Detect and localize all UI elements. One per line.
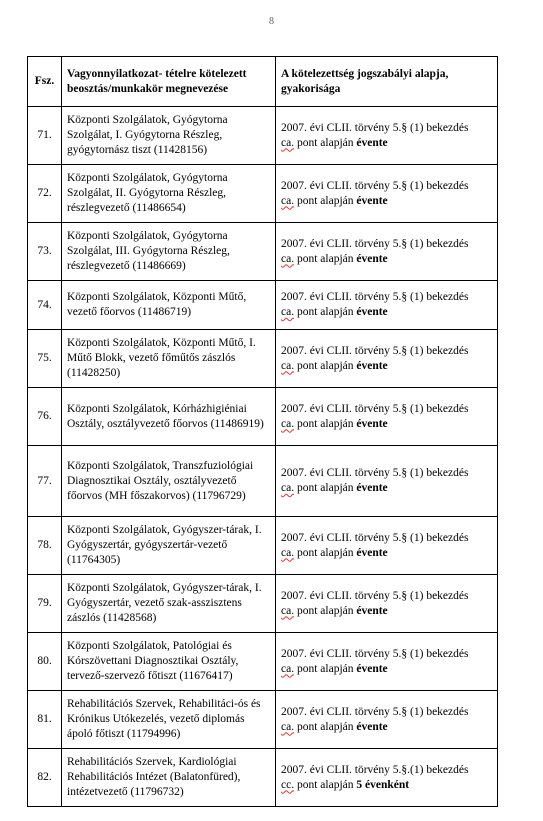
legal-reference: 2007. évi CLII. törvény 5.§ (1) bekezdés xyxy=(281,291,469,303)
point-label: ca. xyxy=(281,482,295,494)
frequency: évente xyxy=(356,417,388,430)
row-number: 76. xyxy=(28,388,62,446)
point-label: ca. xyxy=(281,306,295,318)
legal-reference: 2007. évi CLII. törvény 5.§.(1) bekezdés xyxy=(281,763,469,776)
position-name: Központi Szolgálatok, Központi Műtő, vezető főorvos (11486719) xyxy=(62,281,276,330)
position-name: Központi Szolgálatok, Gyógyszer-tárak, I. Gyógyszertár, gyógyszertár-vezető (11764305) xyxy=(62,517,276,575)
frequency: 5 évenként xyxy=(356,778,410,791)
table-row xyxy=(28,749,498,807)
frequency: évente xyxy=(356,252,388,265)
point-connector: pont alapján xyxy=(294,662,357,675)
frequency: évente xyxy=(356,359,388,372)
point-label: ca. xyxy=(281,252,295,265)
legal-basis xyxy=(276,446,498,517)
position-name: Központi Szolgálatok, Gyógytorna Szolgálat, II. Gyógytorna Részleg, részlegvezető (11486654) xyxy=(62,165,276,223)
position-name: Központi Szolgálatok, Központi Műtő, I. Műtő Blokk, vezető főműtős zászlós (11428250) xyxy=(62,330,276,388)
legal-reference: 2007. évi CLII. törvény 5.§ (1) bekezdés xyxy=(281,237,469,250)
point-connector: pont alapján xyxy=(294,136,357,149)
table-row xyxy=(28,330,498,388)
legal-basis xyxy=(276,517,498,575)
table-row xyxy=(28,446,498,517)
point-label: ca. xyxy=(281,194,295,207)
row-number: 78. xyxy=(28,517,62,575)
point-label: ca. xyxy=(281,604,295,617)
legal-reference: 2007. évi CLII. törvény 5.§ (1) bekezdés xyxy=(281,467,469,479)
legal-basis xyxy=(276,223,498,281)
legal-basis xyxy=(276,388,498,446)
point-connector: pont alapján xyxy=(294,604,357,617)
table-row xyxy=(28,575,498,633)
table-row xyxy=(28,107,498,165)
position-name: Központi Szolgálatok, Gyógyszer-tárak, I. Gyógyszertár, vezető szak-asszisztens zászlós (11428568) xyxy=(62,575,276,633)
frequency: évente xyxy=(356,662,388,675)
table-row xyxy=(28,388,498,446)
frequency: évente xyxy=(356,720,388,733)
declaration-table xyxy=(27,56,498,807)
row-number: 71. xyxy=(28,107,62,165)
position-name: Központi Szolgálatok, Gyógytorna Szolgálat, III. Gyógytorna Részleg, részlegvezető (11486669) xyxy=(62,223,276,281)
point-label: cc. xyxy=(281,778,295,791)
legal-reference: 2007. évi CLII. törvény 5.§ (1) bekezdés xyxy=(281,402,469,415)
position-name: Központi Szolgálatok, Gyógytorna Szolgálat, I. Gyógytorna Részleg, gyógytornász tiszt (11428156) xyxy=(62,107,276,165)
point-connector: pont alapján xyxy=(294,417,357,430)
position-name: Rehabilitációs Szervek, Kardiológiai Rehabilitációs Intézet (Balatonfüred), intézetvezető (11796732) xyxy=(62,749,276,807)
point-connector: pont alapján xyxy=(294,778,357,791)
row-number: 74. xyxy=(28,281,62,330)
legal-reference: 2007. évi CLII. törvény 5.§ (1) bekezdés xyxy=(281,179,469,192)
header-number: Fsz. xyxy=(28,57,62,107)
row-number: 82. xyxy=(28,749,62,807)
legal-basis xyxy=(276,330,498,388)
table-row xyxy=(28,517,498,575)
legal-basis xyxy=(276,107,498,165)
frequency: évente xyxy=(356,194,388,207)
legal-basis xyxy=(276,575,498,633)
legal-reference: 2007. évi CLII. törvény 5.§ (1) bekezdés xyxy=(281,344,469,357)
table-row xyxy=(28,281,498,330)
row-number: 79. xyxy=(28,575,62,633)
row-number: 72. xyxy=(28,165,62,223)
point-label: ca. xyxy=(281,720,295,733)
frequency: évente xyxy=(356,306,388,318)
position-name: Rehabilitációs Szervek, Rehabilitáci-ós és Krónikus Utókezelés, vezető diplomás ápoló főtiszt (11794996) xyxy=(62,691,276,749)
header-legal-basis: A kötelezettség jogszabályi alapja, gyakorisága xyxy=(276,57,498,107)
point-label: ca. xyxy=(281,359,295,372)
row-number: 81. xyxy=(28,691,62,749)
legal-reference: 2007. évi CLII. törvény 5.§ (1) bekezdés xyxy=(281,531,469,544)
table-row xyxy=(28,633,498,691)
legal-reference: 2007. évi CLII. törvény 5.§ (1) bekezdés xyxy=(281,647,469,660)
table-row xyxy=(28,223,498,281)
point-connector: pont alapján xyxy=(294,546,357,559)
frequency: évente xyxy=(356,604,388,617)
point-connector: pont alapján xyxy=(294,252,357,265)
page-number: 8 xyxy=(269,16,274,27)
legal-basis xyxy=(276,165,498,223)
legal-basis xyxy=(276,749,498,807)
position-name: Központi Szolgálatok, Transzfuziológiai Diagnosztikai Osztály, osztályvezető főorvos (MH főszakorvos) (11796729) xyxy=(62,446,276,517)
point-label: ca. xyxy=(281,546,295,559)
point-connector: pont alapján xyxy=(294,482,357,494)
table-row xyxy=(28,165,498,223)
point-label: ca. xyxy=(281,662,295,675)
point-connector: pont alapján xyxy=(294,306,357,318)
frequency: évente xyxy=(356,482,388,494)
row-number: 77. xyxy=(28,446,62,517)
point-label: ca. xyxy=(281,417,295,430)
point-label: ca. xyxy=(281,136,295,149)
header-position: Vagyonnyilatkozat- tételre kötelezett beosztás/munkakör megnevezése xyxy=(62,57,276,107)
frequency: évente xyxy=(356,546,388,559)
legal-reference: 2007. évi CLII. törvény 5.§ (1) bekezdés xyxy=(281,121,469,134)
row-number: 80. xyxy=(28,633,62,691)
legal-reference: 2007. évi CLII. törvény 5.§ (1) bekezdés xyxy=(281,589,469,602)
point-connector: pont alapján xyxy=(294,194,357,207)
table-row xyxy=(28,691,498,749)
position-name: Központi Szolgálatok, Kórházhigiéniai Osztály, osztályvezető főorvos (11486919) xyxy=(62,388,276,446)
point-connector: pont alapján xyxy=(294,720,357,733)
table-header-row xyxy=(28,57,498,107)
legal-basis xyxy=(276,691,498,749)
position-name: Központi Szolgálatok, Patológiai és Kórszövettani Diagnosztikai Osztály, tervező-szervező főtiszt (11676417) xyxy=(62,633,276,691)
row-number: 75. xyxy=(28,330,62,388)
legal-basis xyxy=(276,281,498,330)
row-number: 73. xyxy=(28,223,62,281)
legal-basis xyxy=(276,633,498,691)
frequency: évente xyxy=(356,136,388,149)
point-connector: pont alapján xyxy=(294,359,357,372)
legal-reference: 2007. évi CLII. törvény 5.§ (1) bekezdés xyxy=(281,705,469,718)
